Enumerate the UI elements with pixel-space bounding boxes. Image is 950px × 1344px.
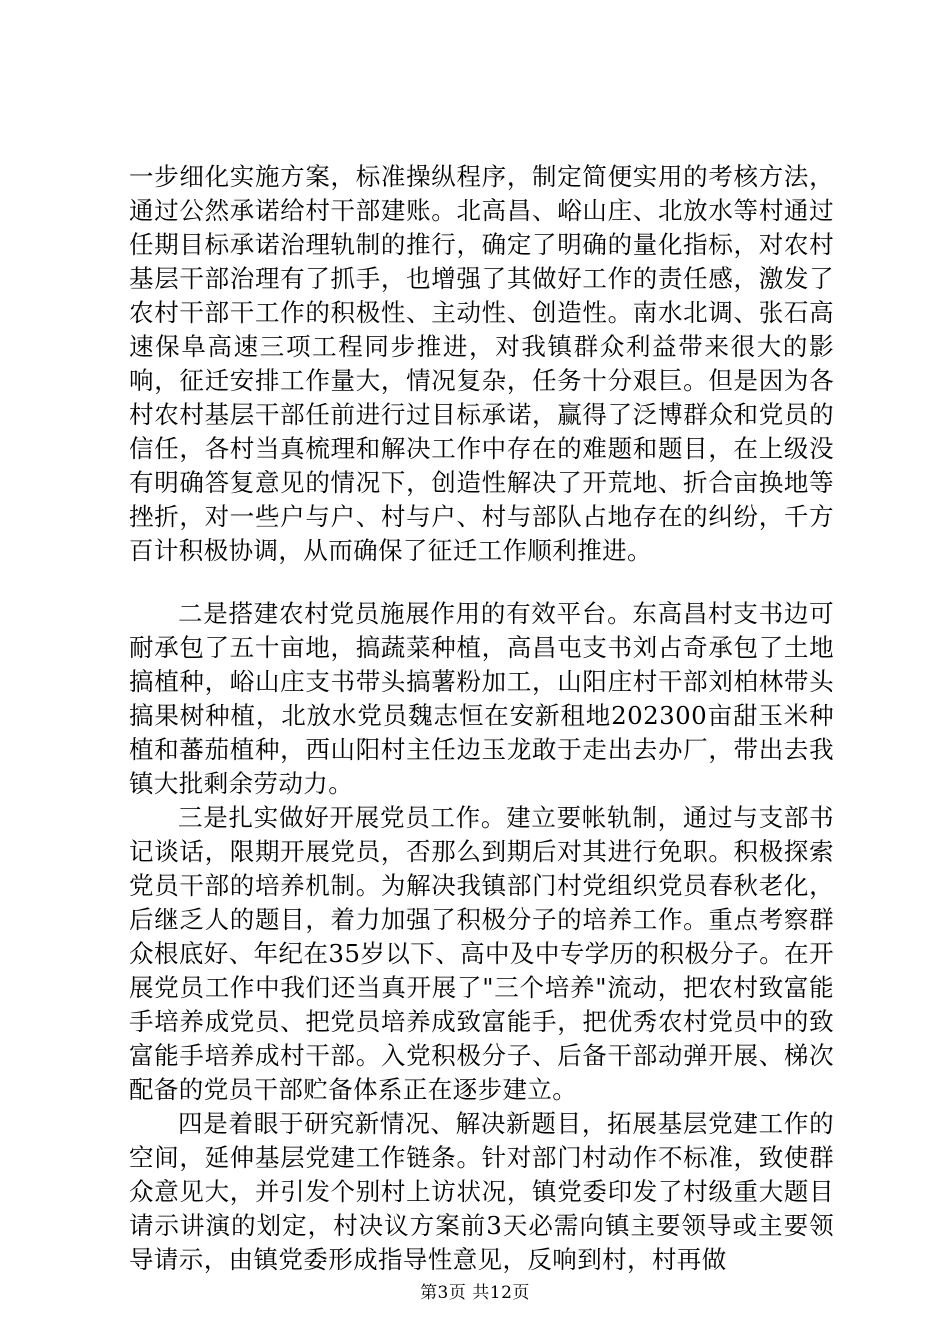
paragraph-continuation: 一步细化实施方案，标准操纵程序，制定简便实用的考核方法，通过公然承诺给村干部建账。北高昌、峪山庄、北放水等村通过任期目标承诺治理轨制的推行，确定了明确的量化指标，对农村基层干部治理有了抓手，也增强了其做好工作的责任感，激发了农村干部干工作的积极性、主动性、创造性。南水北调、张石高速保阜高速三项工程同步推进，对我镇群众利益带来很大的影响，征迁安排工作量大，情况复杂，任务十分艰巨。但是因为各村农村基层干部任前进行过目标承诺，赢得了泛博群众和党员的信任，各村当真梳理和解决工作中存在的难题和题目，在上级没有明确答复意见的情况下，创造性解决了开荒地、折合亩换地等挫折，对一些户与户、村与户、村与部队占地存在的纠纷，千方百计积极协调，从而确保了征迁工作顺利推进。 [129,162,834,565]
paragraph-point-four: 四是着眼于研究新情况、解决新题目，拓展基层党建工作的空间，延伸基层党建工作链条。针对部门村动作不标准，致使群众意见大，并引发个别村上访状况，镇党委印发了村级重大题目请示讲演的划定，村决议方案前3天必需向镇主要领导或主要领导请示，由镇党委形成指导性意见，反响到村，村再做 [129,1109,834,1274]
paragraph-point-three: 三是扎实做好开展党员工作。建立要帐轨制，通过与支部书记谈话，限期开展党员，否那么到期后对其进行免职。积极探索党员干部的培养机制。为解决我镇部门村党组织党员春秋老化，后继乏人的题目，着力加强了积极分子的培养工作。重点考察群众根底好、年纪在35岁以下、高中及中专学历的积极分子。在开展党员工作中我们还当真开展了"三个培养"流动，把农村致富能手培养成党员、把党员培养成致富能手，把优秀农村党员中的致富能手培养成村干部。入党积极分子、后备干部动弹开展、梯次配备的党员干部贮备体系正在逐步建立。 [129,803,834,1104]
paragraph-point-two: 二是搭建农村党员施展作用的有效平台。东高昌村支书边可耐承包了五十亩地，搞蔬菜种植，高昌屯支书刘占奇承包了土地搞植种，峪山庄支书带头搞薯粉加工，山阳庄村干部刘柏林带头搞果树种植，北放水党员魏志恒在安新租地202300亩甜玉米种植和蕃茄植种，西山阳村主任边玉龙敢于走出去办厂，带出去我镇大批剩余劳动力。 [129,599,834,798]
document-body [129,160,834,1277]
paragraph-gap [129,568,834,597]
page-footer: 第3页 共12页 [420,1283,530,1303]
